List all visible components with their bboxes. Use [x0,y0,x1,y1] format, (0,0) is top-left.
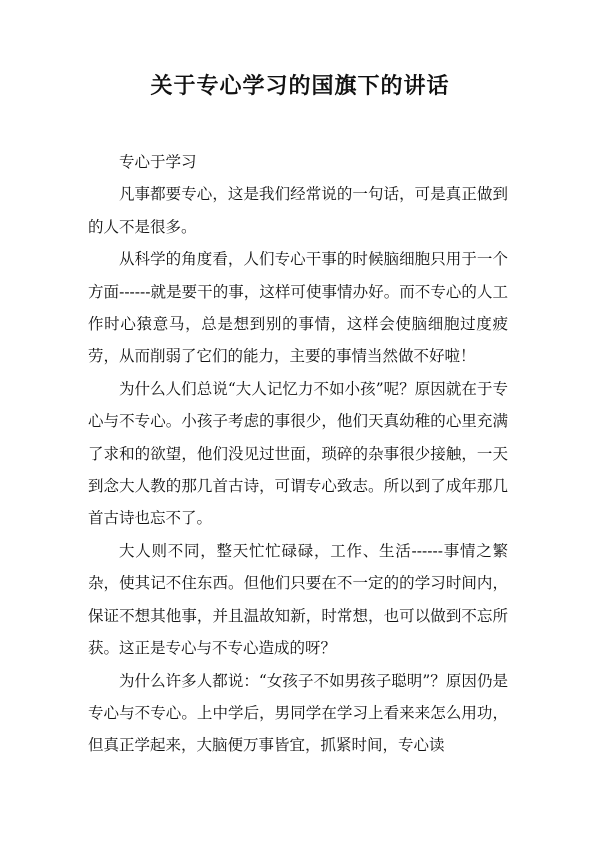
document-title: 关于专心学习的国旗下的讲话 [150,73,450,99]
paragraph: 大人则不同，整天忙忙碌碌，工作、生活------事情之繁杂，使其记不住东西。但他们只要在不一定的的学习时间内，保证不想其他事，并且温故知新，时常想，也可以做到不忘所获。这正是专心与不专心造成的呀？ [88,541,508,658]
document-body [88,146,508,762]
paragraph-subtitle: 专心于学习 [119,153,197,171]
paragraph: 从科学的角度看，人们专心干事的时候脑细胞只用于一个方面------就是要干的事，这样可使事情办好。而不专心的人工作时心猿意马，总是想到别的事情，这样会使脑细胞过度疲劳，从而削弱了它们的能力，主要的事情当然做不好啦！ [88,250,508,366]
paragraph: 为什么人们总说“大人记忆力不如小孩”呢？原因就在于专心与不专心。小孩子考虑的事很少，他们天真幼稚的心里充满了求和的欲望，他们没见过世面，琐碎的杂事很少接触，一天到念大人教的那几首古诗，可谓专心致志。所以到了成年那几首古诗也忘不了。 [88,379,508,528]
paragraph: 为什么许多人都说：“女孩子不如男孩子聪明”？原因仍是专心与不专心。上中学后，男同学在学习上看来来怎么用功，但真正学起来，大脑便万事皆宜，抓紧时间，专心读 [88,671,508,755]
paragraph: 凡事都要专心，这是我们经常说的一句话，可是真正做到的人不是很多。 [88,185,508,236]
